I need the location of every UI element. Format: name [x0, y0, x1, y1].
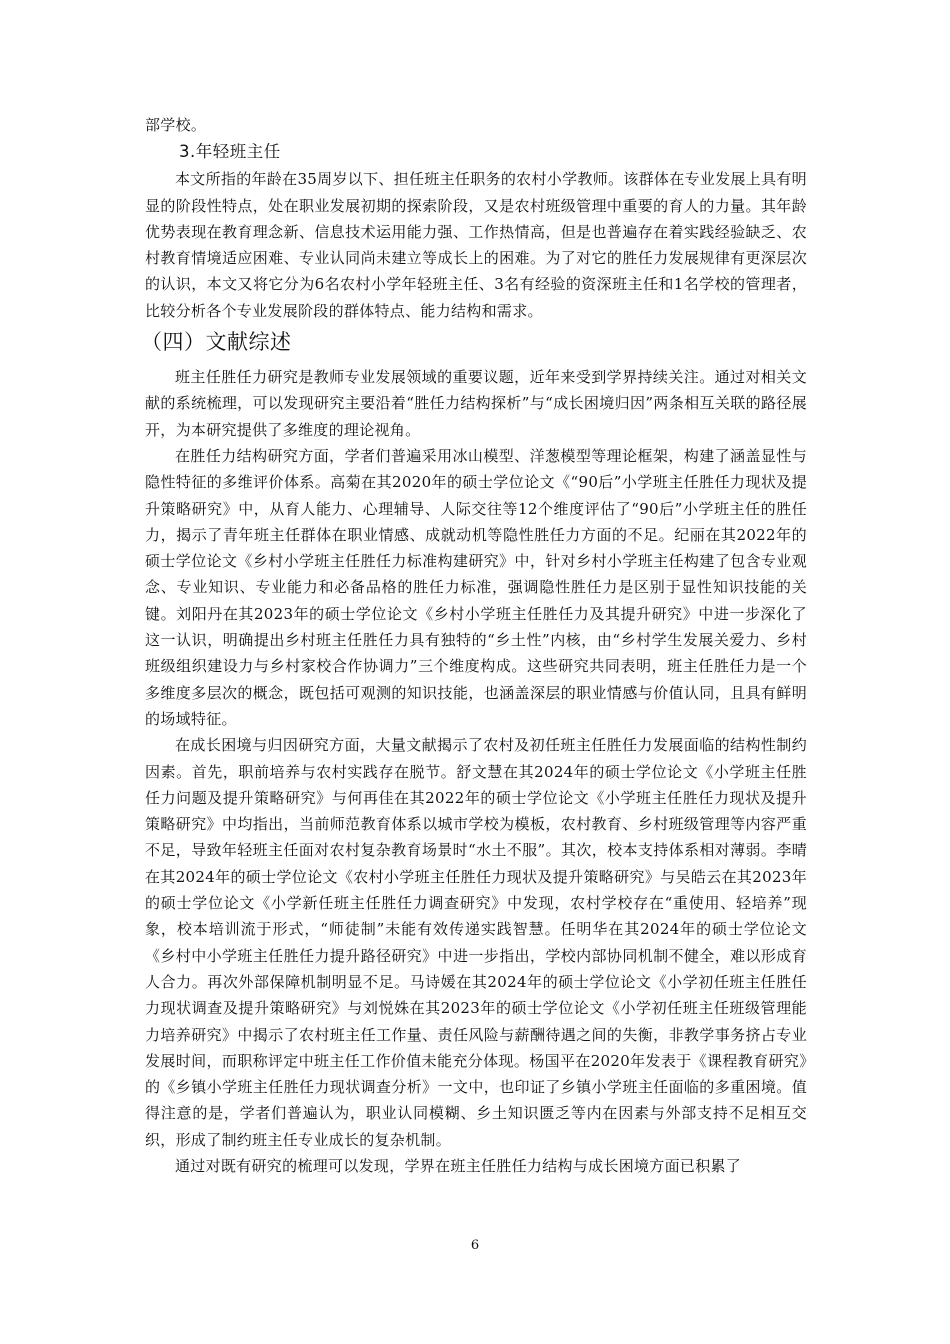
section-heading-literature-review: （四）文献综述 [141, 330, 292, 355]
paragraph-summary-start: 通过对既有研究的梳理可以发现，学界在班主任胜任力结构与成长困境方面已积累了 [175, 1156, 742, 1175]
paragraph-growth-dilemma: 在成长困境与归因研究方面，大量文献揭示了农村及初任班主任胜任力发展面临的结构性制约因素。首先，职前培养与农村实践存在脱节。舒文慧在其2024年的硕士学位论文《小学班主任胜任力问题及提升策略研究》与何再佳在其2022年的硕士学位论文《小学班主任胜任力现状及提升策略研究》中均指出，当前师范教育体系以城市学校为模板，农村教育、乡村班级管理等内容严重不足，导致年轻班主任面对农村复杂教育场景时“水土不服”。其次，校本支持体系相对薄弱。李晴在其2024年的硕士学位论文《农村小学班主任胜任力现状及提升策略研究》与吴皓云在其2023年的硕士学位论文《小学新任班主任胜任力调查研究》中发现，农村学校存在“重使用、轻培养”现象，校本培训流于形式，“师徒制”未能有效传递实践智慧。任明华在其2024年的硕士学位论文《乡村中小学班主任胜任力提升路径研究》中进一步指出，学校内部协同机制不健全，难以形成育人合力。再次外部保障机制明显不足。马诗媛在其2024年的硕士学位论文《小学初任班主任胜任力现状调查及提升策略研究》与刘悦姝在其2023年的硕士学位论文《小学初任班主任班级管理能力培养研究》中揭示了农村班主任工作量、责任风险与薪酬待遇之间的失衡，非教学事务挤占专业发展时间，而职称评定中班主任工作价值未能充分体现。杨国平在2020年发表于《课程教育研究》的《乡镇小学班主任胜任力现状调查分析》一文中，也印证了乡镇小学班主任面临的多重困境。值得注意的是，学者们普遍认为，职业认同模糊、乡土知识匮乏等内在因素与外部支持不足相互交织，形成了制约班主任专业成长的复杂机制。 [145, 736, 807, 1149]
paragraph-intro-tail: 部学校。 [145, 116, 207, 134]
paragraph-review-intro: 班主任胜任力研究是教师专业发展领域的重要议题，近年来受到学界持续关注。通过对相关文献的系统梳理，可以发现研究主要沿着“胜任力结构探析”与“成长困境归因”两条相互关联的路径展开，为本研究提供了多维度的理论视角。 [145, 368, 807, 439]
page-number: 6 [470, 1238, 480, 1253]
paragraph-young-teachers: 本文所指的年龄在35周岁以下、担任班主任职务的农村小学教师。该群体在专业发展上具有明显的阶段性特点，处在职业发展初期的探索阶段，又是农村班级管理中重要的育人的力量。其年龄优势表现在教育理念新、信息技术运用能力强、工作热情高，但是也普遍存在着实践经验缺乏、农村教育情境适应困难、专业认同尚未建立等成长上的困难。为了对它的胜任力发展规律有更深层次的认识，本文又将它分为6名农村小学年轻班主任、3名有经验的资深班主任和1名学校的管理者，比较分析各个专业发展阶段的群体特点、能力结构和需求。 [145, 170, 807, 320]
subheading-young-teachers: 3.年轻班主任 [179, 142, 281, 162]
paragraph-competency-structure: 在胜任力结构研究方面，学者们普遍采用冰山模型、洋葱模型等理论框架，构建了涵盖显性与隐性特征的多维评价体系。高菊在其2020年的硕士学位论文《“90后”小学班主任胜任力现状及提升策略研究》中，从育人能力、心理辅导、人际交往等12个维度评估了“90后”小学班主任的胜任力，揭示了青年班主任群体在职业情感、成就动机等隐性胜任力方面的不足。纪丽在其2022年的硕士学位论文《乡村小学班主任胜任力标准构建研究》中，针对乡村小学班主任构建了包含专业观念、专业知识、专业能力和必备品格的胜任力标准，强调隐性胜任力是区别于显性知识技能的关键。刘阳丹在其2023年的硕士学位论文《乡村小学班主任胜任力及其提升研究》中进一步深化了这一认识，明确提出乡村班主任胜任力具有独特的“乡土性”内核，由“乡村学生发展关爱力、乡村班级组织建设力与乡村家校合作协调力”三个维度构成。这些研究共同表明，班主任胜任力是一个多维度多层次的概念，既包括可观测的知识技能，也涵盖深层的职业情感与价值认同，且具有鲜明的场域特征。 [145, 446, 807, 728]
page-body [141, 112, 807, 1179]
